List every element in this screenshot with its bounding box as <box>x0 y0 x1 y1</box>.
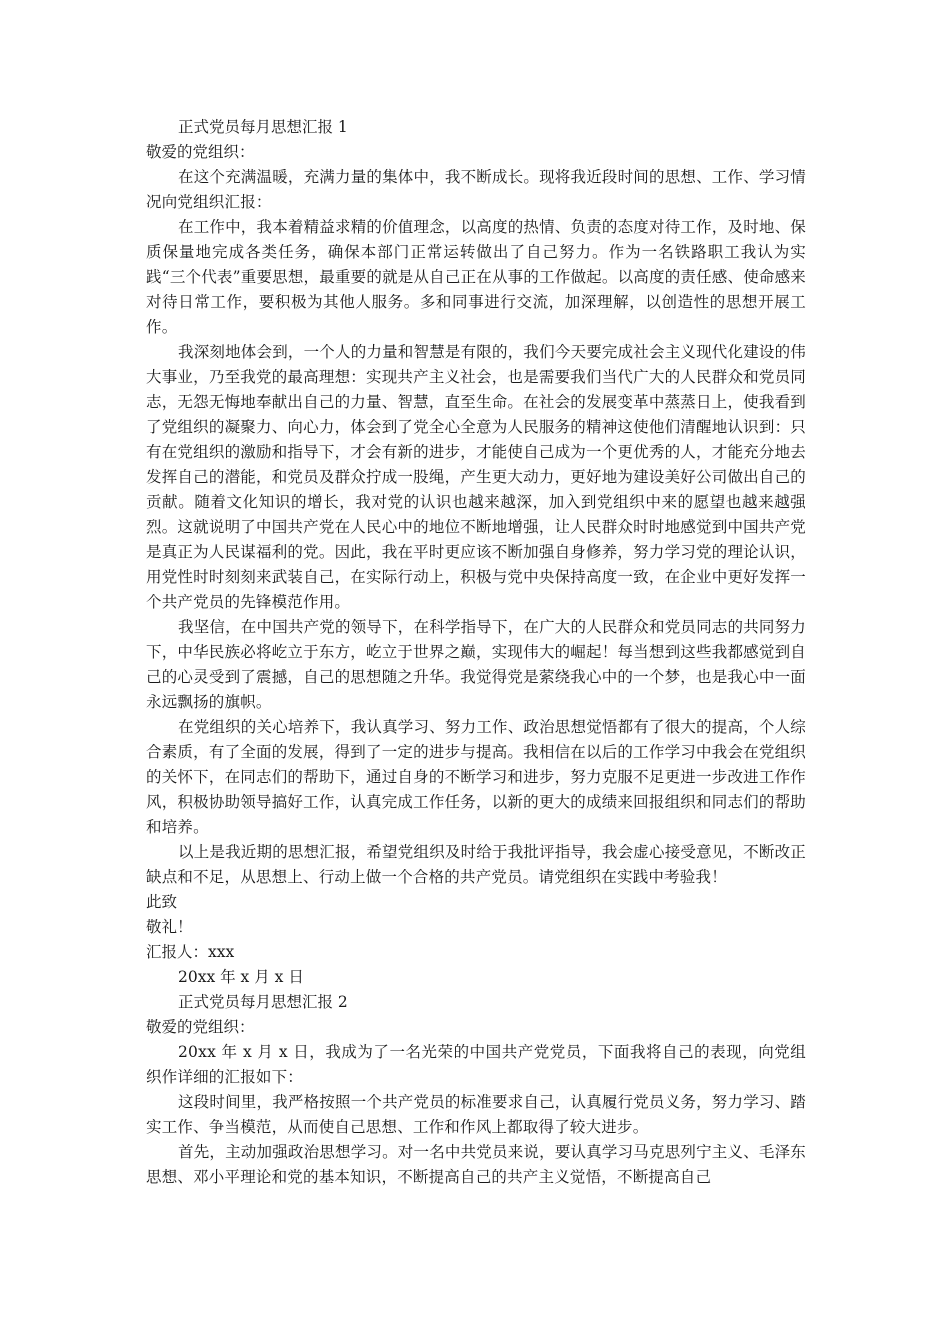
document-page <box>146 115 806 1190</box>
report-1-paragraph: 我深刻地体会到，一个人的力量和智慧是有限的，我们今天要完成社会主义现代化建设的伟大事业，乃至我党的最高理想：实现共产主义社会，也是需要我们当代广大的人民群众和党员同志，无怨无悔地奉献出自己的力量、智慧，直至生命。在社会的发展变革中蒸蒸日上，使我看到了党组织的凝聚力、向心力，体会到了党全心全意为人民服务的精神这使他们清醒地认识到：只有在党组织的激励和指导下，才会有新的进步，才能使自己成为一个更优秀的人，才能充分地去发挥自己的潜能，和党员及群众拧成一股绳，产生更大动力，更好地为建设美好公司做出自己的贡献。随着文化知识的增长，我对党的认识也越来越深，加入到党组织中来的愿望也越来越强烈。这就说明了中国共产党在人民心中的地位不断地增强，让人民群众时时地感觉到中国共产党是真正为人民谋福利的党。因此，我在平时更应该不断加强自身修养，努力学习党的理论认识，用党性时时刻刻来武装自己，在实际行动上，积极与党中央保持高度一致，在企业中更好发挥一个共产党员的先锋模范作用。 <box>146 343 807 611</box>
report-2-salutation: 敬爱的党组织： <box>146 1018 255 1036</box>
report-2-paragraph: 这段时间里，我严格按照一个共产党员的标准要求自己，认真履行党员义务，努力学习、踏实工作、争当模范，从而使自己思想、工作和作风上都取得了较大进步。 <box>146 1093 807 1136</box>
report-2-title: 正式党员每月思想汇报 2 <box>178 993 348 1011</box>
report-1-regards: 敬礼！ <box>146 918 193 936</box>
report-1-paragraph: 在党组织的关心培养下，我认真学习、努力工作、政治思想觉悟都有了很大的提高，个人综合素质，有了全面的发展，得到了一定的进步与提高。我相信在以后的工作学习中我会在党组织的关怀下，在同志们的帮助下，通过自身的不断学习和进步，努力克服不足更进一步改进工作作风，积极协助领导搞好工作，认真完成工作任务，以新的更大的成绩来回报组织和同志们的帮助和培养。 <box>146 718 807 836</box>
report-1-title: 正式党员每月思想汇报 1 <box>178 118 348 136</box>
report-2-paragraph: 20xx 年 x 月 x 日，我成为了一名光荣的中国共产党党员，下面我将自己的表现，向党组织作详细的汇报如下： <box>146 1043 806 1086</box>
report-2-paragraph: 首先，主动加强政治思想学习。对一名中共党员来说，要认真学习马克思列宁主义、毛泽东思想、邓小平理论和党的基本知识，不断提高自己的共产主义觉悟，不断提高自己 <box>146 1143 807 1186</box>
report-1-paragraph: 以上是我近期的思想汇报，希望党组织及时给于我批评指导，我会虚心接受意见，不断改正缺点和不足，从思想上、行动上做一个合格的共产党员。请党组织在实践中考验我！ <box>146 843 807 886</box>
report-1-closing: 此致 <box>146 893 178 911</box>
report-1-paragraph: 在这个充满温暖，充满力量的集体中，我不断成长。现将我近段时间的思想、工作、学习情况向党组织汇报： <box>146 168 807 211</box>
report-1-reporter: 汇报人：xxx <box>146 943 235 961</box>
report-1-paragraph: 我坚信，在中国共产党的领导下，在科学指导下，在广大的人民群众和党员同志的共同努力下，中华民族必将屹立于东方，屹立于世界之巅，实现伟大的崛起！每当想到这些我都感觉到自己的心灵受到了震撼，自己的思想随之升华。我觉得党是萦绕我心中的一个梦，也是我心中一面永远飘扬的旗帜。 <box>146 618 807 711</box>
report-1-salutation: 敬爱的党组织： <box>146 143 255 161</box>
report-1-date: 20xx 年 x 月 x 日 <box>178 968 304 986</box>
report-1-paragraph: 在工作中，我本着精益求精的价值理念，以高度的热情、负责的态度对待工作，及时地、保质保量地完成各类任务，确保本部门正常运转做出了自己努力。作为一名铁路职工我认为实践“三个代表”重要思想，最重要的就是从自己正在从事的工作做起。以高度的责任感、使命感来对待日常工作，要积极为其他人服务。多和同事进行交流，加深理解，以创造性的思想开展工作。 <box>146 218 807 336</box>
